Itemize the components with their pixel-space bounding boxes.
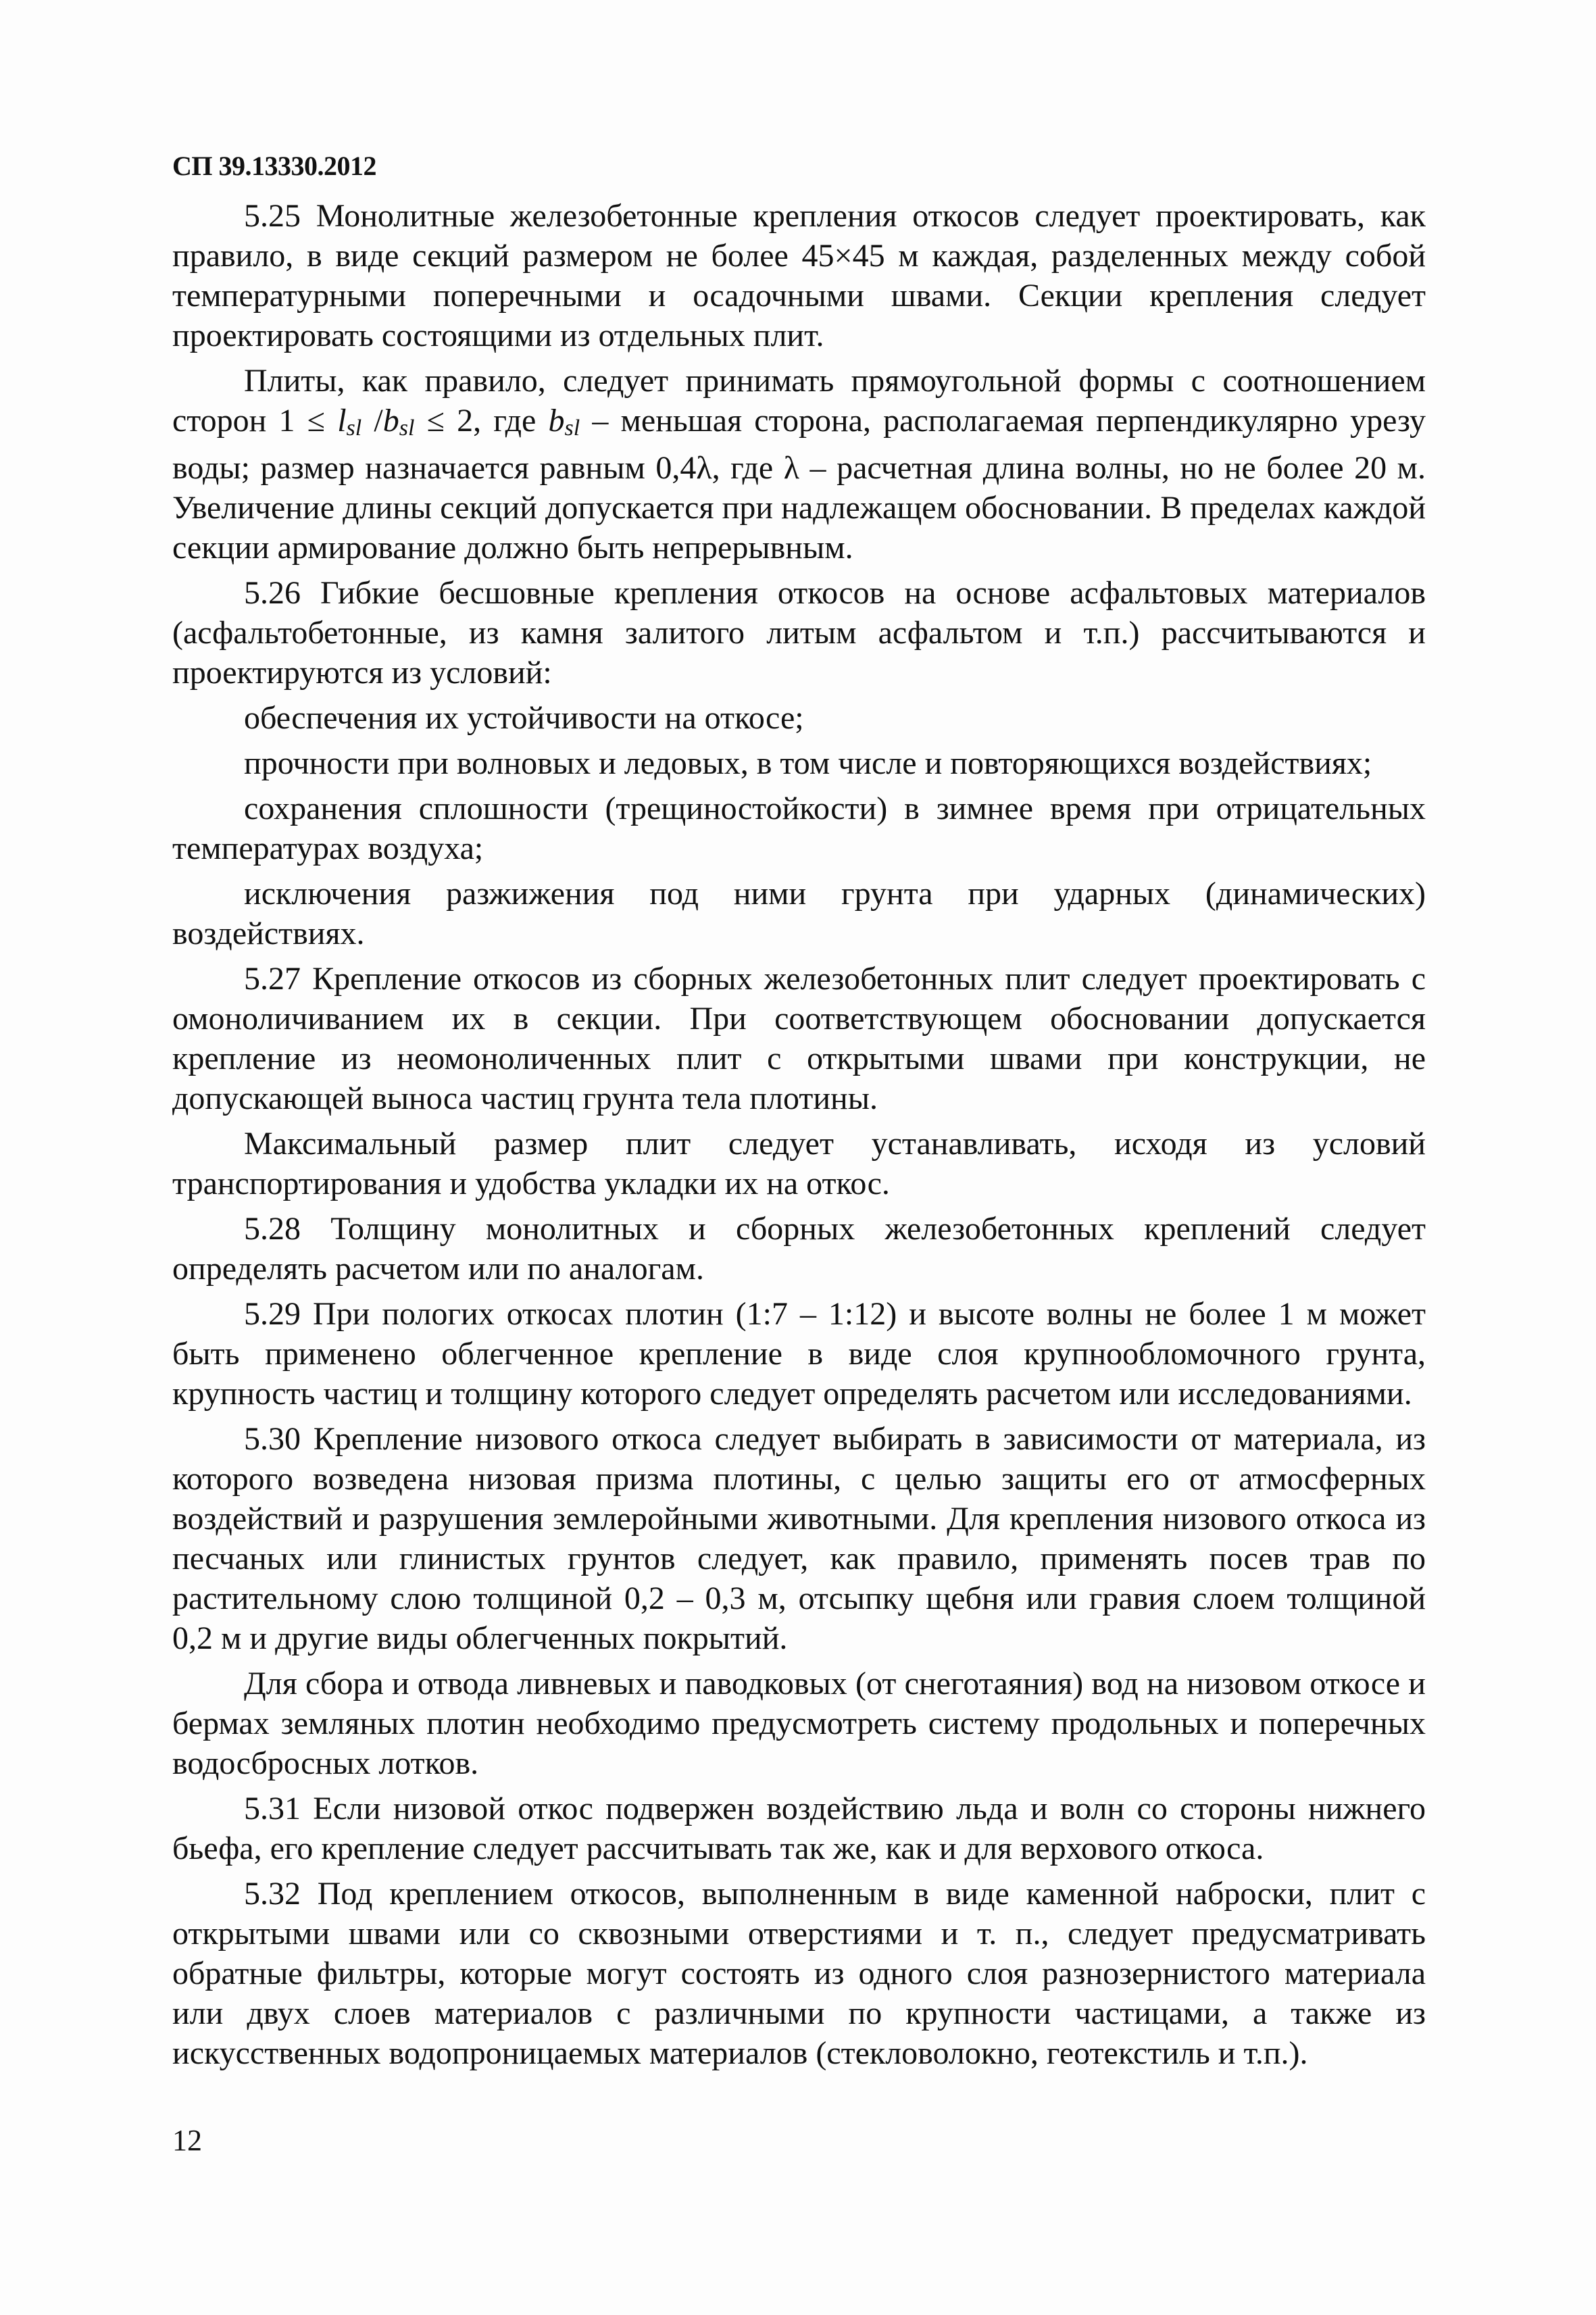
condition-item-stability: обеспечения их устойчивости на откосе; bbox=[244, 700, 804, 736]
formula-sub-sl-3: sl bbox=[564, 416, 580, 441]
paragraph-5-32: 5.32 Под креплением откосов, выполненным в виде каменной наброски, плит с открытыми швами или со сквозными отверстиями и т. п., следует предусматривать обратные фильтры, которые могут состоять из одного слоя разнозернистого материала или двух слоев материалов с различными по крупности частицами, а также из искусственных водопроницаемых материалов (стекловолокно, геотекстиль и т.п.). bbox=[172, 1876, 1426, 2071]
paragraph-5-28: 5.28 Толщину монолитных и сборных железобетонных креплений следует определять расчетом или по аналогам. bbox=[172, 1211, 1426, 1287]
paragraph-5-25: 5.25 Монолитные железобетонные крепления откосов следует проектировать, как правило, в виде секций размером не более 45×45 м каждая, разделенных между собой температурными поперечными и осадочными швами. Секции крепления следует проектировать состоящими из отдельных плит. bbox=[172, 198, 1426, 353]
formula-l: l bbox=[337, 403, 347, 439]
paragraph-max-size: Максимальный размер плит следует устанавливать, исходя из условий транспортирования и удобства укладки их на откос. bbox=[172, 1126, 1426, 1201]
paragraph-5-31: 5.31 Если низовой откос подвержен воздействию льда и волн со стороны нижнего бьефа, его крепление следует рассчитывать так же, как и для верхового откоса. bbox=[172, 1791, 1426, 1866]
plates-text-a: Плиты, как правило, следует принимать прямоугольной формы с соотношением сторон 1 ≤ bbox=[172, 363, 1426, 439]
paragraph-5-27: 5.27 Крепление откосов из сборных железобетонных плит следует проектировать с омоноличиванием их в секции. При соответствующем обосновании допускается крепление из неомоноличенных плит с открытыми швами при конструкции, не допускающей выноса частиц грунта тела плотины. bbox=[172, 961, 1426, 1116]
plates-text-c: ≤ 2, где bbox=[414, 403, 549, 439]
paragraph-plates bbox=[172, 361, 1426, 568]
formula-b: b bbox=[382, 403, 399, 439]
document-code-header: СП 39.13330.2012 bbox=[172, 151, 376, 181]
formula-sub-sl-2: sl bbox=[399, 416, 415, 441]
paragraph-5-26: 5.26 Гибкие бесшовные крепления откосов на основе асфальтовых материалов (асфальтобетонные, из камня залитого литым асфальтом и т.п.) рассчитываются и проектируются из условий: bbox=[172, 575, 1426, 691]
condition-item-continuity: сохранения сплошности (трещиностойкости) в зимнее время при отрицательных температурах воздуха; bbox=[172, 791, 1426, 866]
plates-text-d: – меньшая сторона, располагаемая перпендикулярно урезу воды; размер назначается равным 0,4λ, где λ – расчетная длина волны, но не более 20 м. Увеличение длины секций допускается при надлежащем обосновании. В пределах каждой секции армирование должно быть непрерывным. bbox=[172, 403, 1426, 566]
document-body bbox=[172, 196, 1426, 2078]
formula-sub-sl-1: sl bbox=[346, 416, 362, 441]
paragraph-5-30: 5.30 Крепление низового откоса следует выбирать в зависимости от материала, из которого возведена низовая призма плотины, с целью защиты его от атмосферных воздействий и разрушения землеройными животными. Для крепления низового откоса из песчаных или глинистых грунтов следует, как правило, применять посев трав по растительному слою толщиной 0,2 – 0,3 м, отсыпку щебня или гравия слоем толщиной 0,2 м и другие виды облегченных покрытий. bbox=[172, 1421, 1426, 1656]
paragraph-5-29: 5.29 При пологих откосах плотин (1:7 – 1:12) и высоте волны не более 1 м может быть применено облегченное крепление в виде слоя крупнообломочного грунта, крупность частиц и толщину которого следует определять расчетом или исследованиями. bbox=[172, 1296, 1426, 1412]
condition-item-strength: прочности при волновых и ледовых, в том числе и повторяющихся воздействиях; bbox=[244, 745, 1372, 781]
formula-slash: / bbox=[361, 403, 383, 439]
paragraph-drainage: Для сбора и отвода ливневых и паводковых (от снеготаяния) вод на низовом откосе и бермах земляных плотин необходимо предусмотреть систему продольных и поперечных водосбросных лотков. bbox=[172, 1666, 1426, 1781]
page-number: 12 bbox=[172, 2124, 202, 2157]
condition-item-liquefaction: исключения разжижения под ними грунта при ударных (динамических) воздействиях. bbox=[172, 876, 1426, 951]
formula-b-sl: b bbox=[548, 403, 565, 439]
